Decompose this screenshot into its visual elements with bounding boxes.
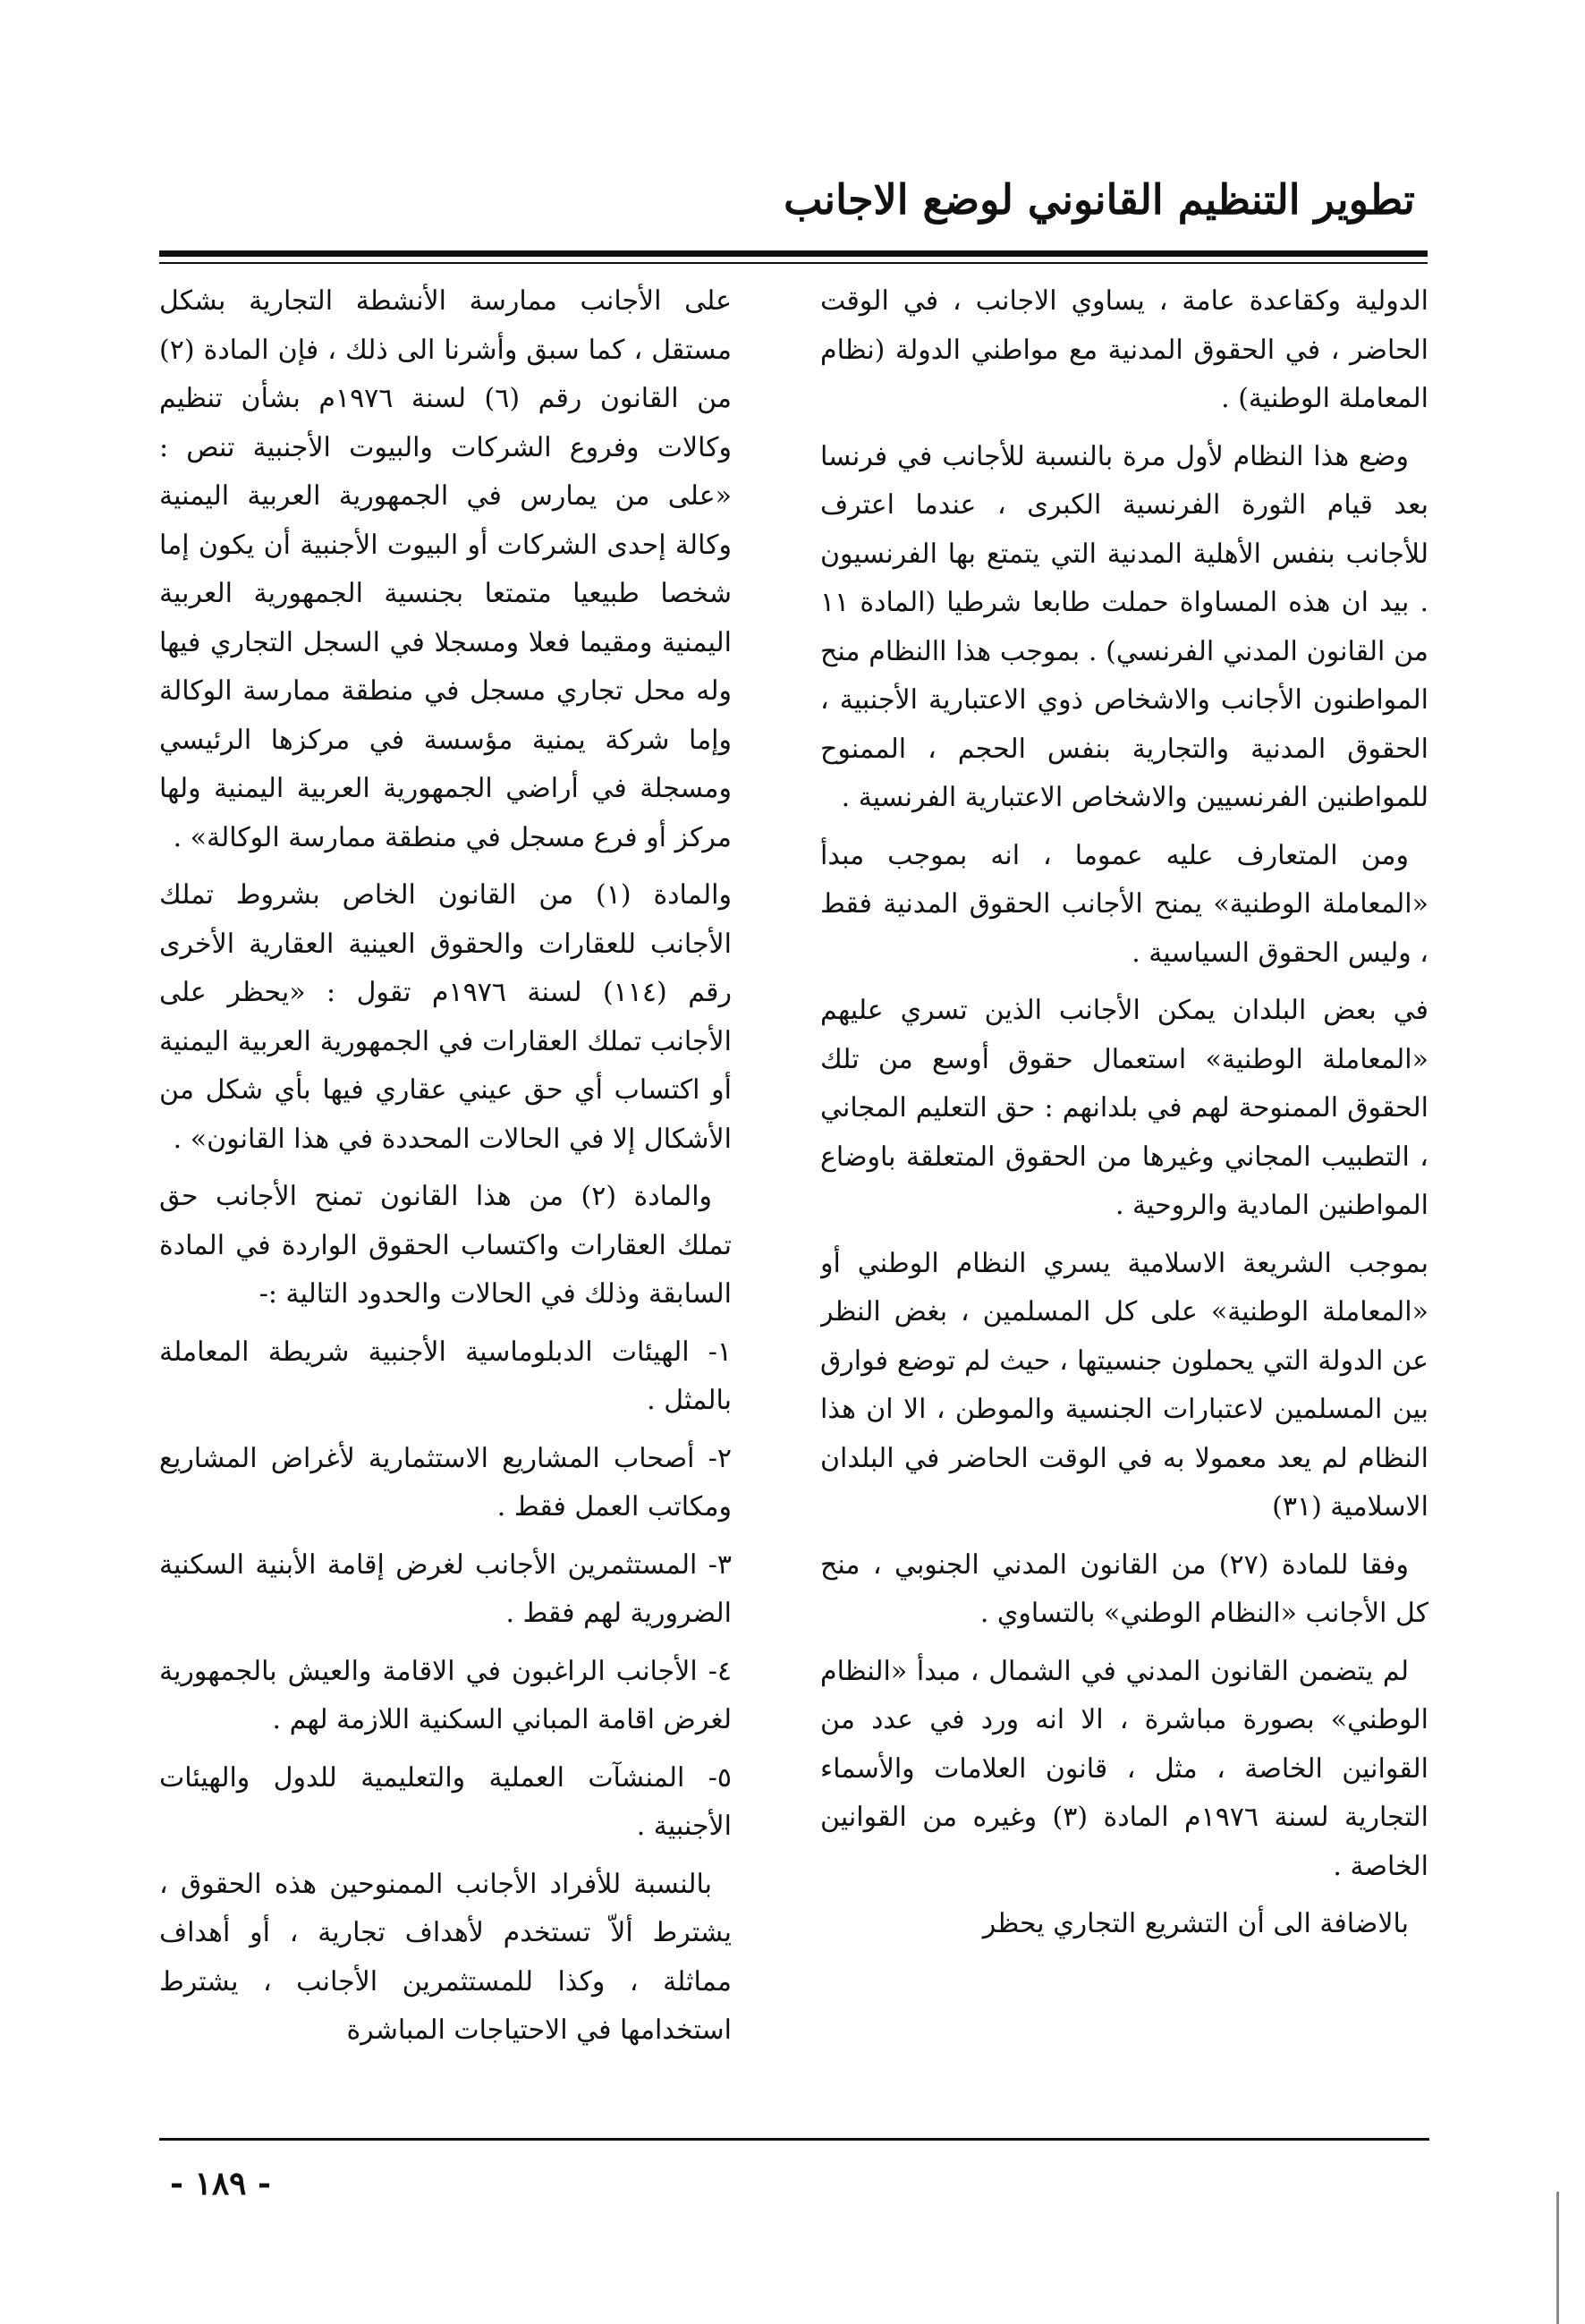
paragraph: على الأجانب ممارسة الأنشطة التجارية بشكل مستقل ، كما سبق وأشرنا الى ذلك ، فإن المادة (٢) من القانون رقم (٦) لسنة ١٩٧٦م بشأن تنظيم وكالات وفروع الشركات والبيوت الأجنبية تنص : «على من يمارس في الجمهورية العربية اليمنية وكالة إحدى الشركات أو البيوت الأجنبية أن يكون إما شخصا طبيعيا متمتعا بجنسية الجمهورية العربية اليمنية ومقيما فعلا ومسجلا في السجل التجاري فيها وله محل تجاري مسجل في منطقة ممارسة الوكالة وإما شركة يمنية مؤسسة في مركزها الرئيسي ومسجلة في أراضي الجمهورية العربية اليمنية ولها مركز أو فرع مسجل في منطقة ممارسة الوكالة» . [159,285,732,853]
list-item: ٥- المنشآت العملية والتعليمية للدول والهيئات الأجنبية . [159,1761,732,1842]
paragraph: بموجب الشريعة الاسلامية يسري النظام الوطني أو «المعاملة الوطنية» على كل المسلمين ، بغض النظر عن الدولة التي يحملون جنسيتها ، حيث لم توضع فوارق بين المسلمين لاعتبارات الجنسية والموطن ، الا ان هذا النظام لم يعد معمولا به في الوقت الحاضر في البلدان الاسلامية (٣١) [820,1247,1428,1522]
paragraph: لم يتضمن القانون المدني في الشمال ، مبدأ «النظام الوطني» بصورة مباشرة ، الا انه ورد في عدد من القوانين الخاصة ، مثل ، قانون العلامات والأسماء التجارية لسنة ١٩٧٦م المادة (٣) وغيره من القوانين الخاصة . [820,1655,1428,1882]
scan-edge-mark [1556,2192,1559,2324]
paragraph: وضع هذا النظام لأول مرة بالنسبة للأجانب في فرنسا بعد قيام الثورة الفرنسية الكبرى ، عندما اعترف للأجانب بنفس الأهلية المدنية التي يتمتع بها الفرنسيون . بيد ان هذه المساواة حملت طابعا شرطيا (المادة ١١ من القانون المدني الفرنسي) . بموجب هذا االنظام منح المواطنون الأجانب والاشخاص ذوي الاعتبارية الأجنبية ، الحقوق المدنية والتجارية بنفس الحجم ، الممنوح للمواطنين الفرنسيين والاشخاص الاعتبارية الفرنسية . [820,440,1428,813]
header-rule-secondary [159,262,1428,264]
paragraph: الدولية وكقاعدة عامة ، يساوي الاجانب ، في الوقت الحاضر ، في الحقوق المدنية مع مواطني الدولة (نظام المعاملة الوطنية) . [820,285,1428,414]
list-item: ٣- المستثمرين الأجانب لغرض إقامة الأبنية السكنية الضرورية لهم فقط . [159,1548,732,1629]
footer-rule [159,2138,1429,2141]
paragraph: في بعض البلدان يمكن الأجانب الذين تسري عليهم «المعاملة الوطنية» استعمال حقوق أوسع من تلك الحقوق الممنوحة لهم في بلدانهم : حق التعليم المجاني ، التطبيب المجاني وغيرها من الحقوق المتعلقة باوضاع المواطنين المادية والروحية . [820,995,1428,1221]
list-item: ٤- الأجانب الراغبون في الاقامة والعيش بالجمهورية لغرض اقامة المباني السكنية اللازمة لهم . [159,1655,732,1735]
page-number: - ١٨٩ - [170,2165,271,2202]
paragraph: ومن المتعارف عليه عموما ، انه بموجب مبدأ «المعاملة الوطنية» يمنح الأجانب الحقوق المدنية فقط ، وليس الحقوق السياسية . [820,839,1428,969]
list-item: ١- الهيئات الدبلوماسية الأجنبية شريطة المعاملة بالمثل . [159,1336,732,1416]
right-column [820,277,1428,2129]
paragraph: والمادة (٢) من هذا القانون تمنح الأجانب حق تملك العقارات واكتساب الحقوق الواردة في المادة السابقة وذلك في الحالات والحدود التالية :- [159,1181,732,1310]
paragraph: بالاضافة الى أن التشريع التجاري يحظر [982,1908,1409,1939]
left-column [159,277,732,2129]
paragraph: والمادة (١) من القانون الخاص بشروط تملك الأجانب للعقارات والحقوق العينية العقارية الأخرى رقم (١١٤) لسنة ١٩٧٦م تقول : «يحظر على الأجانب تملك العقارات في الجمهورية العربية اليمنية أو اكتساب أي حق عيني عقاري فيها بأي شكل من الأشكال إلا في الحالات المحددة في هذا القانون» . [159,879,732,1155]
paragraph: وفقا للمادة (٢٧) من القانون المدني الجنوبي ، منح كل الأجانب «النظام الوطني» بالتساوي . [820,1548,1428,1629]
list-item: ٢- أصحاب المشاريع الاستثمارية لأغراض المشاريع ومكاتب العمل فقط . [159,1442,732,1522]
paragraph: بالنسبة للأفراد الأجانب الممنوحين هذه الحقوق ، يشترط ألاّ تستخدم لأهداف تجارية ، أو أهداف مماثلة ، وكذا للمستثمرين الأجانب ، يشترط استخدامها في الاحتياجات المباشرة [159,1868,732,2046]
header-rule [159,250,1428,257]
running-header: تطوير التنظيم القانوني لوضع الاجانب [784,175,1415,224]
